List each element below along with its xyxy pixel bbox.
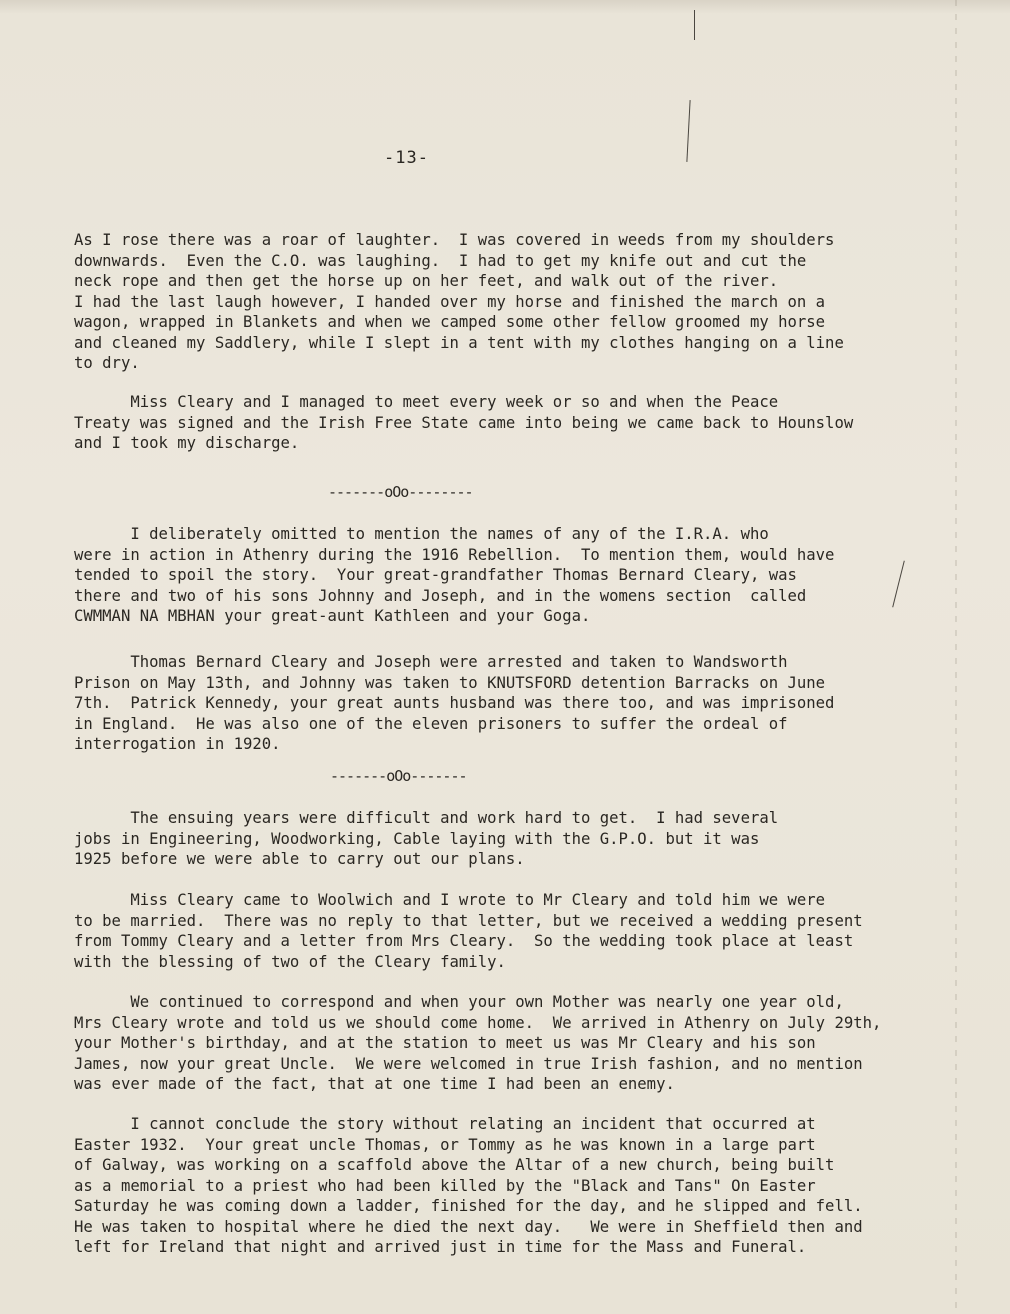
page-number: -13- xyxy=(384,148,429,168)
paragraph-homecoming: We continued to correspond and when your own Mother was nearly one year old, Mrs Cleary wrote and told us we should come home. We arrived in Athenry on July 29th, your Mother's birthday, and at the station to meet us was Mr Cleary and his son James, now your great Uncle. We were welcomed in true Irish fashion, and no mention was ever made of the fact, that at one time I had been an enemy. xyxy=(74,993,882,1093)
paragraph-easter-1932: I cannot conclude the story without relating an incident that occurred at Easter 1932. Your great uncle Thomas, or Tommy as he was known in a large part of Galway, was working on a scaffold above the Altar of a new church, being built as a memorial to a priest who had been killed by the "Black and Tans" On Easter Saturday he was coming down a ladder, finished for the day, and he slipped and fell. He was taken to hospital where he died the next day. We were in Sheffield then and left for Ireland that night and arrived just in time for the Mass and Funeral. xyxy=(74,1115,863,1256)
paper-crease xyxy=(955,0,957,1314)
separator-2: -------oOo------- xyxy=(330,767,467,785)
separator-1: -------oOo-------- xyxy=(328,483,473,501)
paragraph-river-laughter: As I rose there was a roar of laughter. I was covered in weeds from my shoulders downwards. Even the C.O. was laughing. I had to get my knife out and cut the neck rope and then get the horse up on her feet, and walk out of the river. I had the last laugh however, I handed over my horse and finished the march on a wagon, wrapped in Blankets and when we camped some other fellow groomed my horse and cleaned my Saddlery, while I slept in a tent with my clothes hanging on a line to dry. xyxy=(74,231,844,372)
pen-mark-top xyxy=(694,10,695,40)
paragraph-ira-names: I deliberately omitted to mention the names of any of the I.R.A. who were in action in Athenry during the 1916 Rebellion. To mention them, would have tended to spoil the story. Your great-grandfather Thomas Bernard Cleary, was there and two of his sons Johnny and Joseph, and in the womens section called CWMMAN NA MBHAN your great-aunt Kathleen and your Goga. xyxy=(74,525,835,625)
paragraph-wedding: Miss Cleary came to Woolwich and I wrote to Mr Cleary and told him we were to be married. There was no reply to that letter, but we received a wedding present from Tommy Cleary and a letter from Mrs Cleary. So the wedding took place at least with the blessing of two of the Cleary family. xyxy=(74,891,863,971)
paragraph-arrests: Thomas Bernard Cleary and Joseph were arrested and taken to Wandsworth Prison on May 13th, and Johnny was taken to KNUTSFORD detention Barracks on June 7th. Patrick Kennedy, your great aunts husband was there too, and was imprisoned in England. He was also one of the eleven prisoners to suffer the ordeal of interrogation in 1920. xyxy=(74,653,835,753)
paper-top-edge xyxy=(0,0,1010,14)
paragraph-ensuing-years: The ensuing years were difficult and work hard to get. I had several jobs in Engineering, Woodworking, Cable laying with the G.P.O. but it was 1925 before we were able to carry out our plans. xyxy=(74,809,779,868)
paragraph-discharge: Miss Cleary and I managed to meet every week or so and when the Peace Treaty was signed and the Irish Free State came into being we came back to Hounslow and I took my discharge. xyxy=(74,393,854,452)
pen-mark-middle xyxy=(686,100,690,162)
